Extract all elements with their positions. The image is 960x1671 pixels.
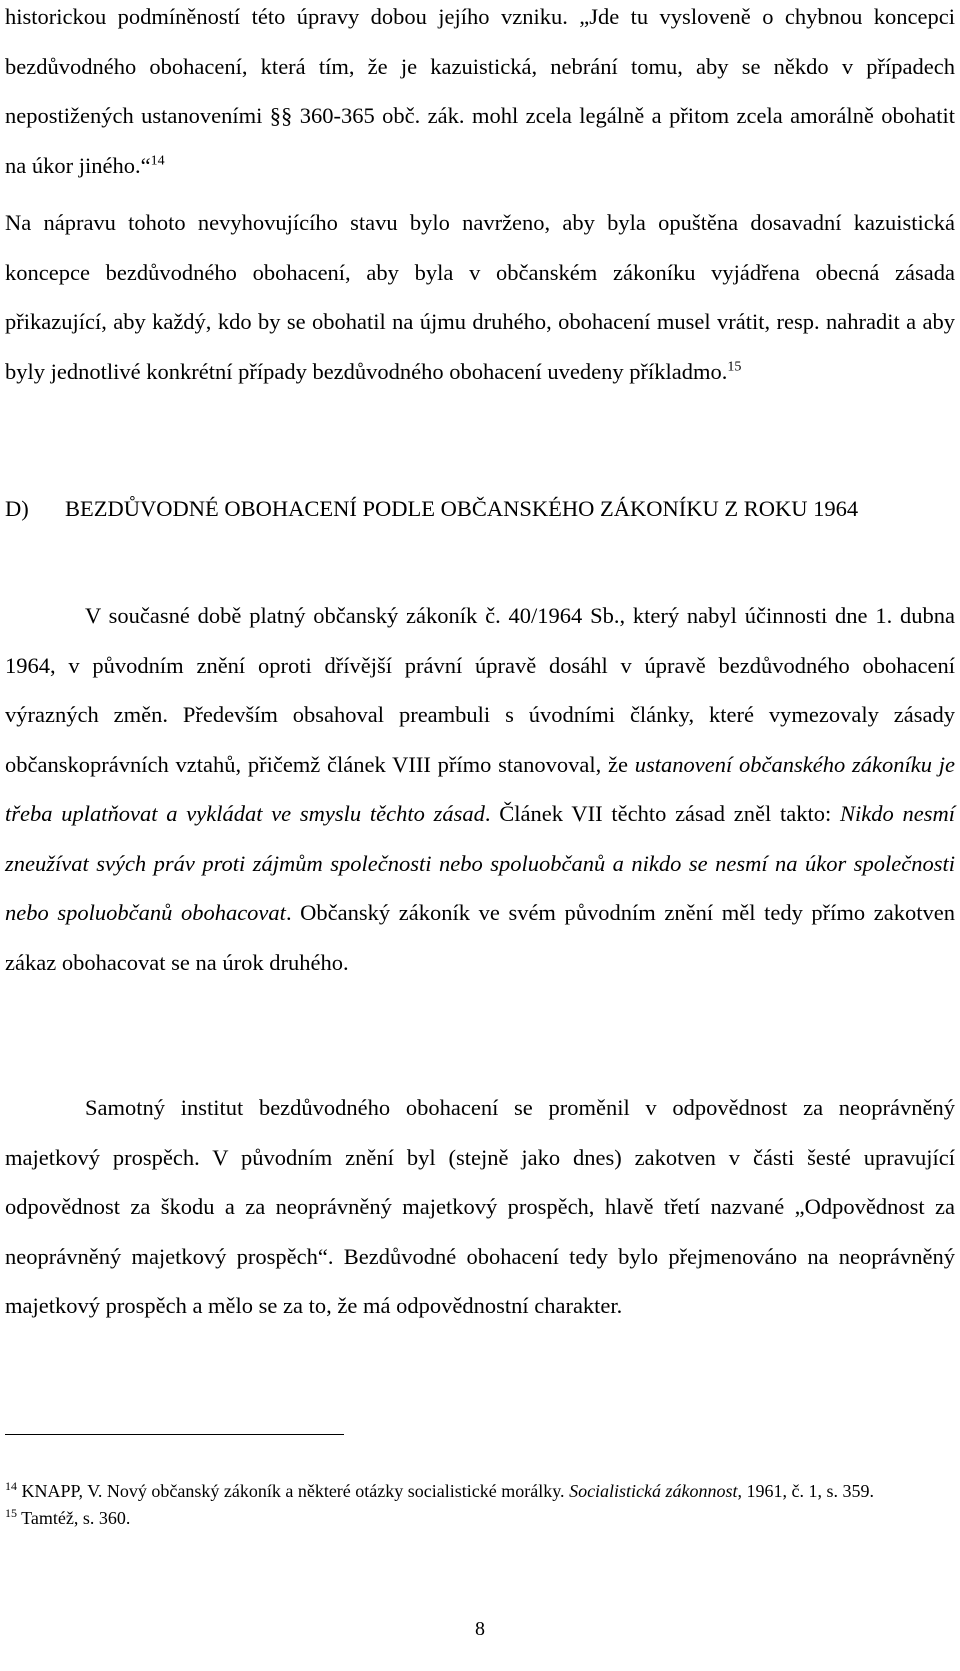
section-title: BEZDŮVODNÉ OBOHACENÍ PODLE OBČANSKÉHO ZÁKONÍKU Z ROKU 1964: [65, 496, 859, 521]
section-letter: D): [5, 496, 29, 521]
page-number: 8: [475, 1618, 485, 1640]
paragraph-text: . Článek VII těchto zásad zněl takto:: [484, 801, 840, 826]
paragraph-italic-quote: ustanovení občanského zákoníku je třeba uplatňovat a vykládat ve smyslu těchto zásad: [5, 751, 956, 826]
paragraph-quote: [5, 0, 955, 190]
paragraph-text: . Občanský zákoník ve svém původním znění měl tedy přímo zakotven zákaz obohacovat se na úrok druhého.: [5, 900, 955, 975]
paragraph-text: Na nápravu tohoto nevyhovujícího stavu bylo navrženo, aby byla opuštěna dosavadní kazuistická koncepce bezdůvodného obohacení, aby byla v občanském zákoníku vyjádřena obecná zásada přikazující, aby každý, kdo by se obohatil na újmu druhého, obohacení musel vrátit, resp. nahradit a aby byly jednotlivé konkrétní případy bezdůvodného obohacení uvedeny příkladmo.: [5, 210, 955, 384]
footnote-ref-14[interactable]: 14: [150, 153, 165, 168]
footnote-15: [5, 1505, 955, 1532]
footnote-text: KNAPP, V. Nový občanský zákoník a některé otázky socialistické morálky.: [17, 1481, 570, 1501]
paragraph-proposal: [5, 198, 955, 396]
paragraph-text: Samotný institut bezdůvodného obohacení se proměnil v odpovědnost za neoprávněný majetkový prospěch. V původním znění byl (stejně jako dnes) zakotven v části šesté upravující odpovědnost za škodu a za neoprávněný majetkový prospěch, hlavě třetí nazvané „Odpovědnost za neoprávněný majetkový prospěch“. Bezdůvodné obohacení tedy bylo přejmenováno na neoprávněný majetkový prospěch a mělo se za to, že má odpovědnostní charakter.: [5, 1095, 955, 1318]
footnote-text: , 1961, č. 1, s. 359.: [737, 1481, 875, 1501]
footnote-italic: Socialistická zákonnost: [569, 1481, 738, 1501]
footnote-ref-15[interactable]: 15: [727, 359, 742, 374]
footnote-number: 14: [5, 1479, 17, 1493]
footnotes: [5, 1478, 955, 1532]
footnote-text: Tamtéž, s. 360.: [17, 1508, 131, 1528]
footnote-number: 15: [5, 1506, 17, 1520]
footnote-separator: [5, 1434, 344, 1435]
paragraph-text: historickou podmíněností této úpravy dobou jejího vzniku. „Jde tu vysloveně o chybnou koncepci bezdůvodného obohacení, která tím, že je kazuistická, nebrání tomu, aby se někdo v případech nepostižených ustanoveními §§ 360-365 obč. zák. mohl zcela legálně a přitom zcela amorálně obohatit na úkor jiného.“: [5, 4, 955, 178]
paragraph-civil-code: [5, 591, 955, 987]
paragraph-italic-quote: Nikdo nesmí zneužívat svých práv proti zájmům společnosti nebo spoluobčanů a nikdo se nesmí na úkor společnosti nebo spoluobčanů obohacovat: [5, 801, 955, 925]
paragraph-institute: [5, 1083, 955, 1331]
paragraph-text: V současné době platný občanský zákoník č. 40/1964 Sb., který nabyl účinnosti dne 1. dubna 1964, v původním znění oproti dřívější právní úpravě dosáhl v úpravě bezdůvodného obohacení výrazných změn. Především obsahoval preambuli s úvodními články, které vymezovaly zásady občanskoprávních vztahů, přičemž článek VIII přímo stanovoval, že: [5, 603, 955, 777]
footnote-14: [5, 1478, 955, 1505]
